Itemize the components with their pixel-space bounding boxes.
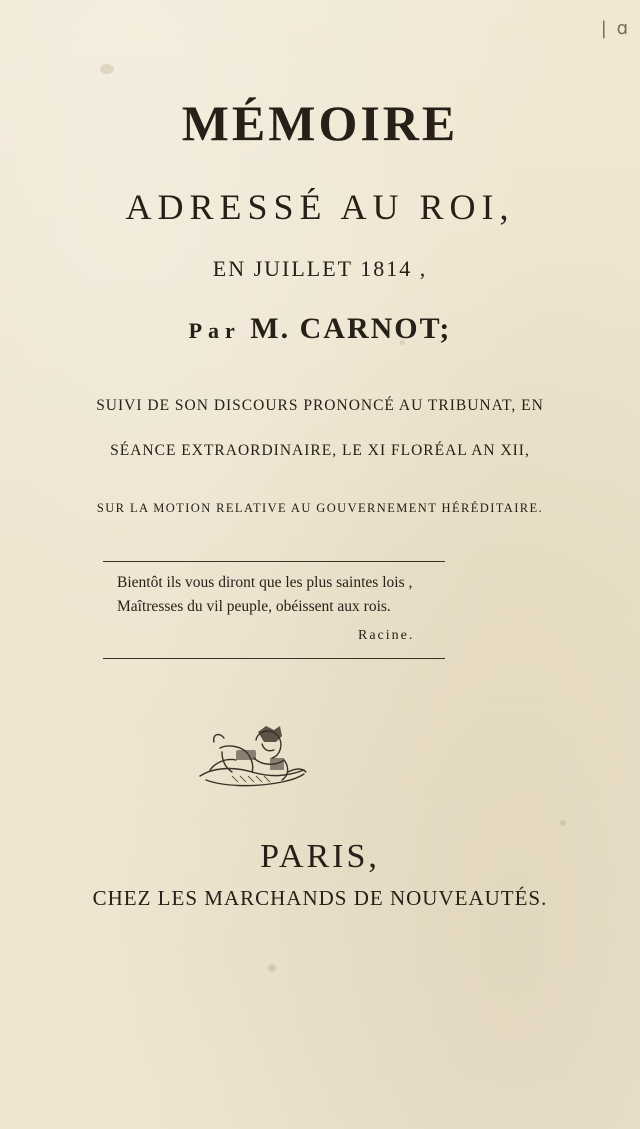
description-line: SUIVI DE SON DISCOURS PRONONCÉ AU TRIBUNAT, EN xyxy=(96,397,544,414)
date-line: EN JUILLET 1814 , xyxy=(212,256,428,281)
title: MÉMOIRE xyxy=(181,95,459,151)
paper-stain xyxy=(560,820,566,826)
imprint-city: PARIS, xyxy=(260,838,380,875)
margin-mark: | ɑ xyxy=(600,18,630,39)
paper-stain xyxy=(268,964,276,972)
paper-stain xyxy=(100,64,114,74)
epigraph-author: Racine. xyxy=(358,628,415,643)
epigraph-line: Maîtresses du vil peuple, obéissent aux rois. xyxy=(117,598,391,615)
description-line: SÉANCE EXTRAORDINAIRE, LE XI FLORÉAL AN XII, xyxy=(110,442,530,459)
imprint-publisher: CHEZ LES MARCHANDS DE NOUVEAUTÉS. xyxy=(92,886,548,910)
divider-top xyxy=(103,561,445,562)
description-line: SUR LA MOTION RELATIVE AU GOUVERNEMENT HÉRÉDITAIRE. xyxy=(96,501,544,515)
subtitle: ADRESSÉ AU ROI, xyxy=(125,187,515,227)
author-line xyxy=(0,312,640,346)
divider-bottom xyxy=(103,658,445,659)
author-prefix: Par xyxy=(188,318,241,343)
author-name: M. CARNOT; xyxy=(250,312,452,345)
lion-emblem-icon xyxy=(192,722,310,794)
epigraph-line: Bientôt ils vous diront que les plus saintes lois , xyxy=(117,574,413,591)
